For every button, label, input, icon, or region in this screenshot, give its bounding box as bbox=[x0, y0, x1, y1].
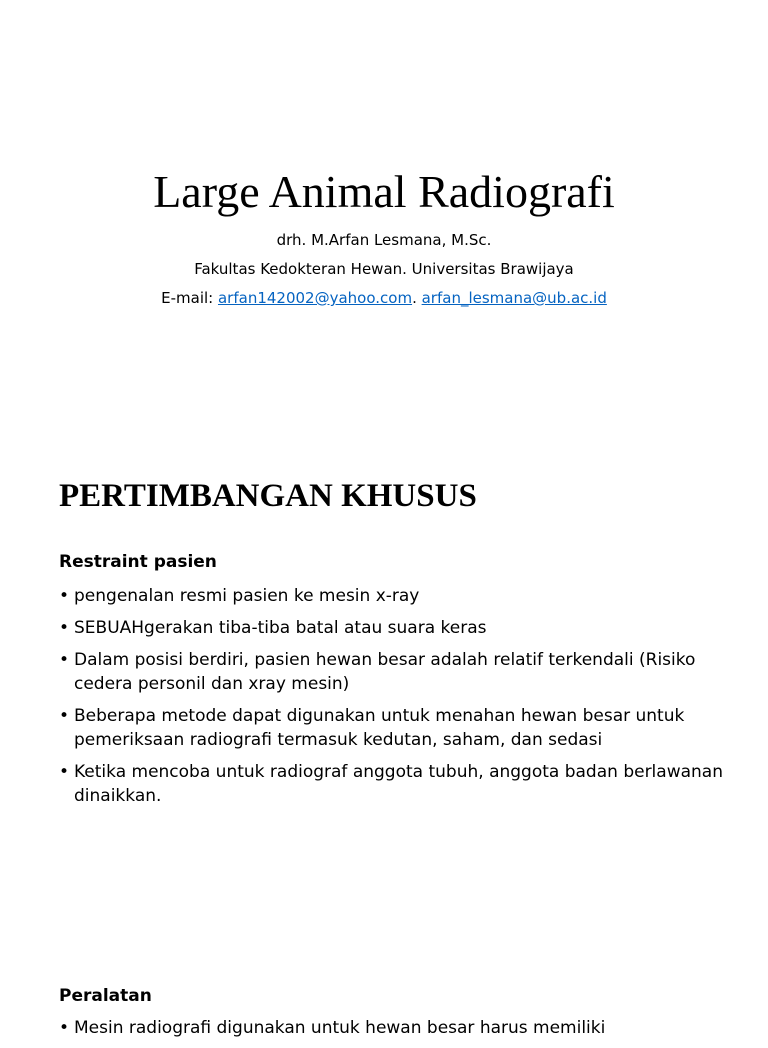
subheading-restraint: Restraint pasien bbox=[59, 552, 217, 572]
bullet-text: Dalam posisi berdiri, pasien hewan besar adalah relatif terkendali (Risiko cedera personil dan xray mesin) bbox=[74, 650, 696, 694]
bullet-marker: • bbox=[59, 618, 70, 638]
bullet-marker: • bbox=[59, 762, 70, 782]
email-link-ub[interactable]: arfan_lesmana@ub.ac.id bbox=[421, 289, 607, 307]
bullet-text: Mesin radiografi digunakan untuk hewan besar harus memiliki bbox=[74, 1018, 606, 1038]
author-line: drh. M.Arfan Lesmana, M.Sc. bbox=[276, 231, 492, 249]
affiliation-line: Fakultas Kedokteran Hewan. Universitas Brawijaya bbox=[194, 260, 574, 278]
slide-title: PERTIMBANGAN KHUSUS bbox=[59, 478, 477, 514]
bullet-text: Ketika mencoba untuk radiograf anggota tubuh, anggota badan berlawanan dinaikkan. bbox=[74, 762, 723, 806]
subheading-equipment: Peralatan bbox=[59, 986, 152, 1006]
email-line bbox=[0, 288, 768, 308]
bullet-text: Beberapa metode dapat digunakan untuk menahan hewan besar untuk pemeriksaan radiografi termasuk kedutan, saham, dan sedasi bbox=[74, 706, 685, 750]
bullet-text: SEBUAHgerakan tiba-tiba batal atau suara keras bbox=[74, 618, 487, 638]
bullet-marker: • bbox=[59, 706, 70, 726]
title-slide bbox=[0, 0, 768, 432]
bullet-marker: • bbox=[59, 586, 70, 606]
bullet-marker: • bbox=[59, 650, 70, 670]
email-link-yahoo[interactable]: arfan142002@yahoo.com bbox=[217, 289, 413, 307]
bullet-marker: • bbox=[59, 1018, 70, 1038]
bullet-text: pengenalan resmi pasien ke mesin x-ray bbox=[74, 586, 420, 606]
bullet-item bbox=[59, 584, 739, 608]
equipment-slide bbox=[0, 864, 768, 1038]
email-label: E-mail: bbox=[161, 289, 218, 307]
bullet-list bbox=[59, 1016, 739, 1048]
bullet-item bbox=[59, 1016, 739, 1040]
bullet-item bbox=[59, 704, 739, 752]
bullet-item bbox=[59, 616, 739, 640]
special-considerations-slide bbox=[0, 432, 768, 864]
bullet-item bbox=[59, 648, 739, 696]
presentation-title: Large Animal Radiografi bbox=[153, 166, 615, 217]
bullet-list bbox=[59, 584, 739, 816]
bullet-item bbox=[59, 760, 739, 808]
email-separator: . bbox=[412, 289, 422, 307]
